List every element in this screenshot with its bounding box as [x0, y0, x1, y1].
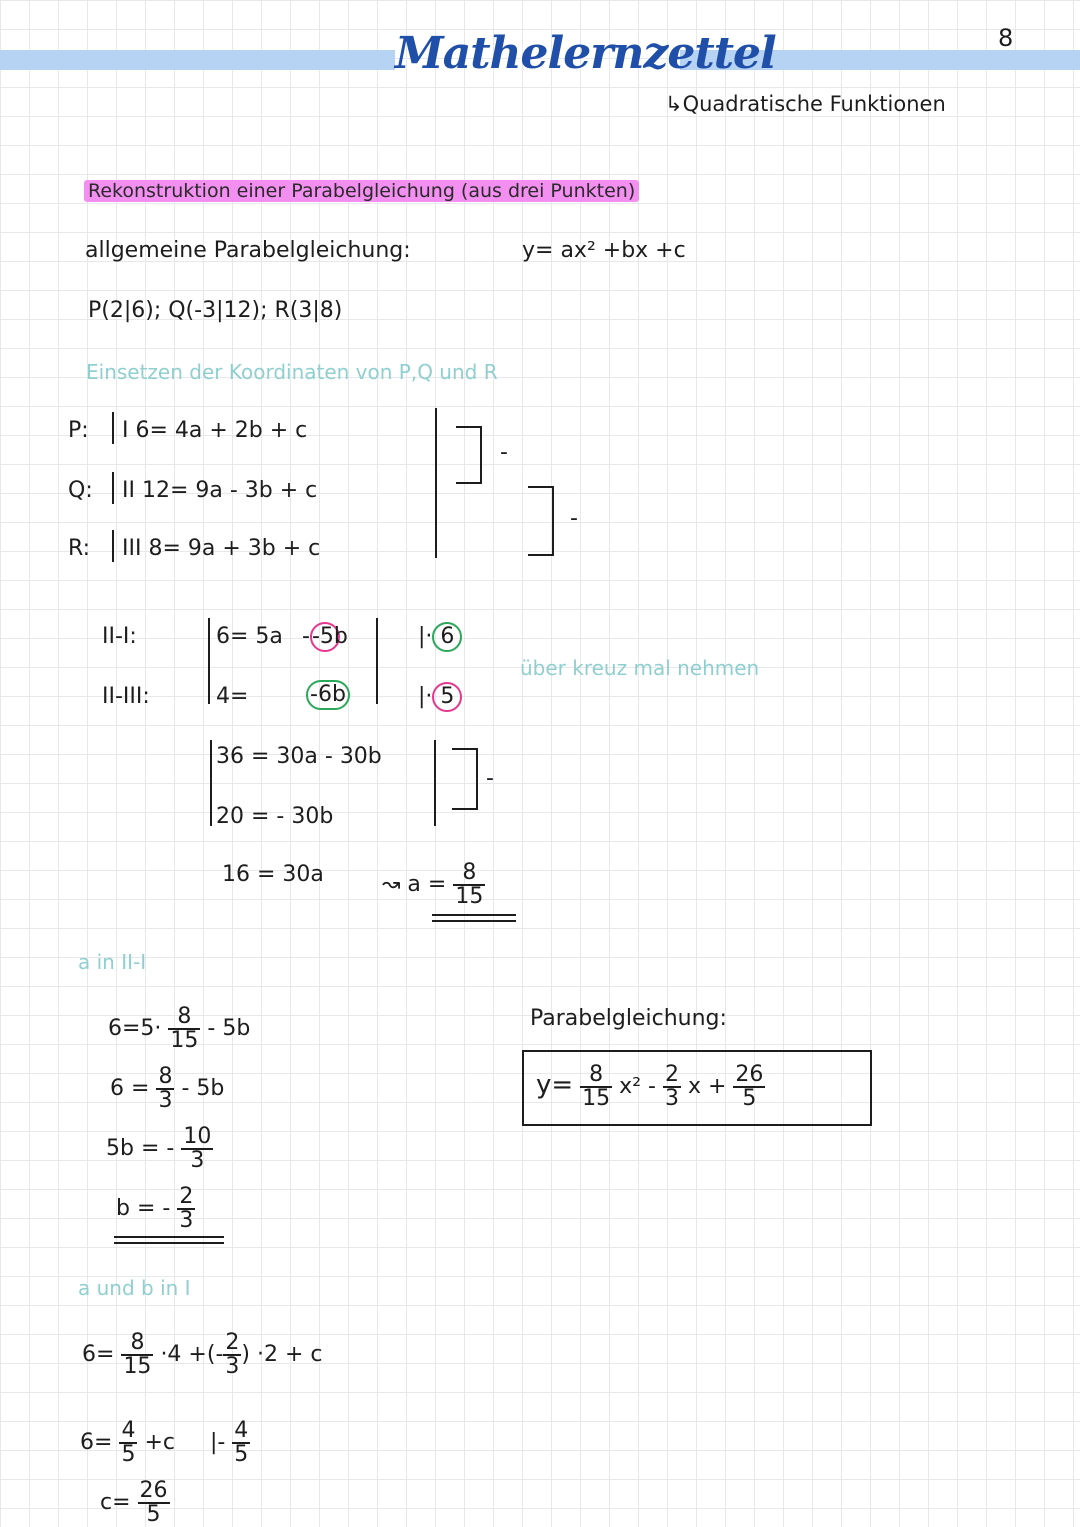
- final-x2: x² -: [619, 1074, 656, 1099]
- l3-pre: 5b = -: [106, 1136, 175, 1161]
- bracket2-bottom: [528, 554, 554, 556]
- l4-pre: b = -: [116, 1196, 171, 1221]
- elim-row3: 36 = 30a - 30b: [216, 744, 382, 769]
- final-a-fraction: [580, 1064, 612, 1110]
- p-label: P:: [68, 418, 89, 443]
- fraction-8-15: [168, 1006, 200, 1052]
- fraction-4-5-b: [232, 1420, 250, 1466]
- elim2-left-bar: [210, 740, 212, 826]
- step2-line1: [108, 1006, 250, 1052]
- elim-row1-eq-b: [302, 622, 348, 652]
- a-numerator: 8: [453, 862, 485, 886]
- den: 3: [190, 1148, 205, 1173]
- system-left-bar-r: [112, 530, 114, 562]
- r-label: R:: [68, 536, 91, 561]
- step3-label: a und b in I: [78, 1276, 191, 1300]
- num: 8: [158, 1064, 173, 1089]
- step2-line2: [110, 1066, 224, 1112]
- topic-subtitle: ↳Quadratische Funktionen: [665, 92, 946, 116]
- step2-line4: [116, 1186, 195, 1232]
- a-fraction: [453, 862, 485, 908]
- general-label: allgemeine Parabelgleichung:: [85, 238, 411, 263]
- den: 3: [158, 1088, 173, 1113]
- elim-result: 16 = 30a: [222, 862, 324, 887]
- elim-row1-mult: [418, 622, 462, 652]
- elim-row2-eq-b: [306, 680, 350, 710]
- l1-pre: 6=: [82, 1342, 115, 1367]
- step1-label: Einsetzen der Koordinaten von P,Q und R: [86, 360, 498, 384]
- num: 2: [225, 1330, 240, 1355]
- den: 15: [170, 1028, 199, 1053]
- elim-left-bar: [208, 618, 210, 704]
- elim-row1-label: II-I:: [102, 624, 137, 649]
- fraction-26-5: [138, 1480, 170, 1526]
- bracket1-side: [480, 426, 482, 484]
- num: 4: [121, 1418, 136, 1443]
- a-result: [382, 862, 485, 908]
- final-pre: y=: [536, 1070, 574, 1100]
- a-underline-2: [432, 920, 516, 922]
- l2-post: - 5b: [181, 1076, 225, 1101]
- given-points: P(2|6); Q(-3|12); R(3|8): [88, 298, 343, 323]
- den: 5: [146, 1502, 161, 1527]
- mult-op: |·: [418, 624, 433, 649]
- bracket2-minus: -: [570, 506, 578, 531]
- fraction-10-3: [181, 1126, 213, 1172]
- step2-label: a in II-I: [78, 950, 147, 974]
- l1-post: - 5b: [207, 1016, 251, 1041]
- fraction-2-3: [223, 1332, 241, 1378]
- num: 8: [168, 1006, 200, 1030]
- den: 3: [664, 1086, 679, 1111]
- bracket3-bottom: [452, 808, 478, 810]
- system-right-bar: [435, 408, 437, 558]
- bracket2-side: [552, 486, 554, 556]
- step2-line3: [106, 1126, 213, 1172]
- l3-pre: c=: [100, 1490, 131, 1515]
- l1-pre: 6=5·: [108, 1016, 162, 1041]
- l1-mid: ·4 +(-: [160, 1342, 224, 1367]
- circled-factor-5: 5: [432, 682, 462, 712]
- l1-post: ) ·2 + c: [241, 1342, 323, 1367]
- num: 26: [735, 1062, 764, 1087]
- fraction-8-3: [156, 1066, 174, 1112]
- equation-III: III 8= 9a + 3b + c: [122, 536, 321, 561]
- fraction-2-3: [177, 1186, 195, 1232]
- circled-coefficient-5b: -5b: [310, 622, 340, 652]
- l2-pre: 6 =: [110, 1076, 150, 1101]
- bracket3-top: [452, 748, 478, 750]
- elim-row4: 20 = - 30b: [216, 804, 334, 829]
- a-result-prefix: ↝ a =: [382, 872, 447, 897]
- elim-row2-label: II-III:: [102, 684, 150, 709]
- q-label: Q:: [68, 478, 93, 503]
- den: 3: [179, 1208, 194, 1233]
- den: 15: [123, 1354, 152, 1379]
- circled-factor-6: 6: [432, 622, 462, 652]
- elim-right-bar: [376, 618, 378, 704]
- final-c-fraction: [733, 1064, 765, 1110]
- section-heading: Rekonstruktion einer Parabelgleichung (aus drei Punkten): [84, 180, 639, 202]
- num: 26: [139, 1478, 168, 1503]
- bracket1-top: [456, 426, 482, 428]
- num: 4: [234, 1418, 249, 1443]
- l2-op: |-: [209, 1430, 226, 1455]
- fraction-4-5: [119, 1420, 137, 1466]
- general-formula: y= ax² +bx +c: [522, 238, 686, 263]
- bracket1-bottom: [456, 482, 482, 484]
- elim2-right-bar: [434, 740, 436, 826]
- step3-line1: [82, 1332, 322, 1378]
- a-underline-1: [432, 914, 516, 916]
- mult-op: |·: [418, 684, 433, 709]
- page-title: Mathelernzettel: [395, 28, 776, 79]
- minus-sign: -: [302, 624, 310, 649]
- equation-II: II 12= 9a - 3b + c: [122, 478, 318, 503]
- step3-line3: [100, 1480, 170, 1526]
- fraction-8-15: [121, 1332, 153, 1378]
- b-underline-1: [114, 1236, 224, 1238]
- bracket3-minus: -: [486, 766, 494, 791]
- den: 3: [225, 1354, 240, 1379]
- final-x: x +: [687, 1074, 727, 1099]
- b-underline-2: [114, 1242, 224, 1244]
- a-denominator: 15: [455, 884, 484, 909]
- circled-coefficient-6b: -6b: [306, 680, 350, 710]
- den: 5: [234, 1442, 249, 1467]
- header-bar-left: [0, 50, 395, 70]
- num: 8: [580, 1064, 612, 1088]
- l2-post: +c: [144, 1430, 175, 1455]
- num: 2: [179, 1184, 194, 1209]
- l2-pre: 6=: [80, 1430, 113, 1455]
- page-number: 8: [998, 24, 1014, 52]
- elim-row2-eq-a: 4=: [216, 684, 249, 709]
- final-formula: [536, 1064, 765, 1110]
- elim-row1-eq-a: 6= 5a: [216, 624, 283, 649]
- bracket3-side: [476, 748, 478, 810]
- bracket2-top: [528, 486, 554, 488]
- final-b-fraction: [663, 1064, 681, 1110]
- elim-note: über kreuz mal nehmen: [520, 656, 760, 680]
- system-left-bar-p: [112, 412, 114, 444]
- num: 10: [183, 1124, 212, 1149]
- elim-row2-mult: [418, 682, 462, 712]
- num: 8: [121, 1332, 153, 1356]
- num: 2: [664, 1062, 679, 1087]
- step3-line2: [80, 1420, 250, 1466]
- system-left-bar-q: [112, 472, 114, 504]
- final-label: Parabelgleichung:: [530, 1006, 727, 1031]
- den: 5: [121, 1442, 136, 1467]
- bracket1-minus: -: [500, 440, 508, 465]
- den: 5: [742, 1086, 757, 1111]
- equation-I: I 6= 4a + 2b + c: [122, 418, 308, 443]
- den: 15: [582, 1086, 611, 1111]
